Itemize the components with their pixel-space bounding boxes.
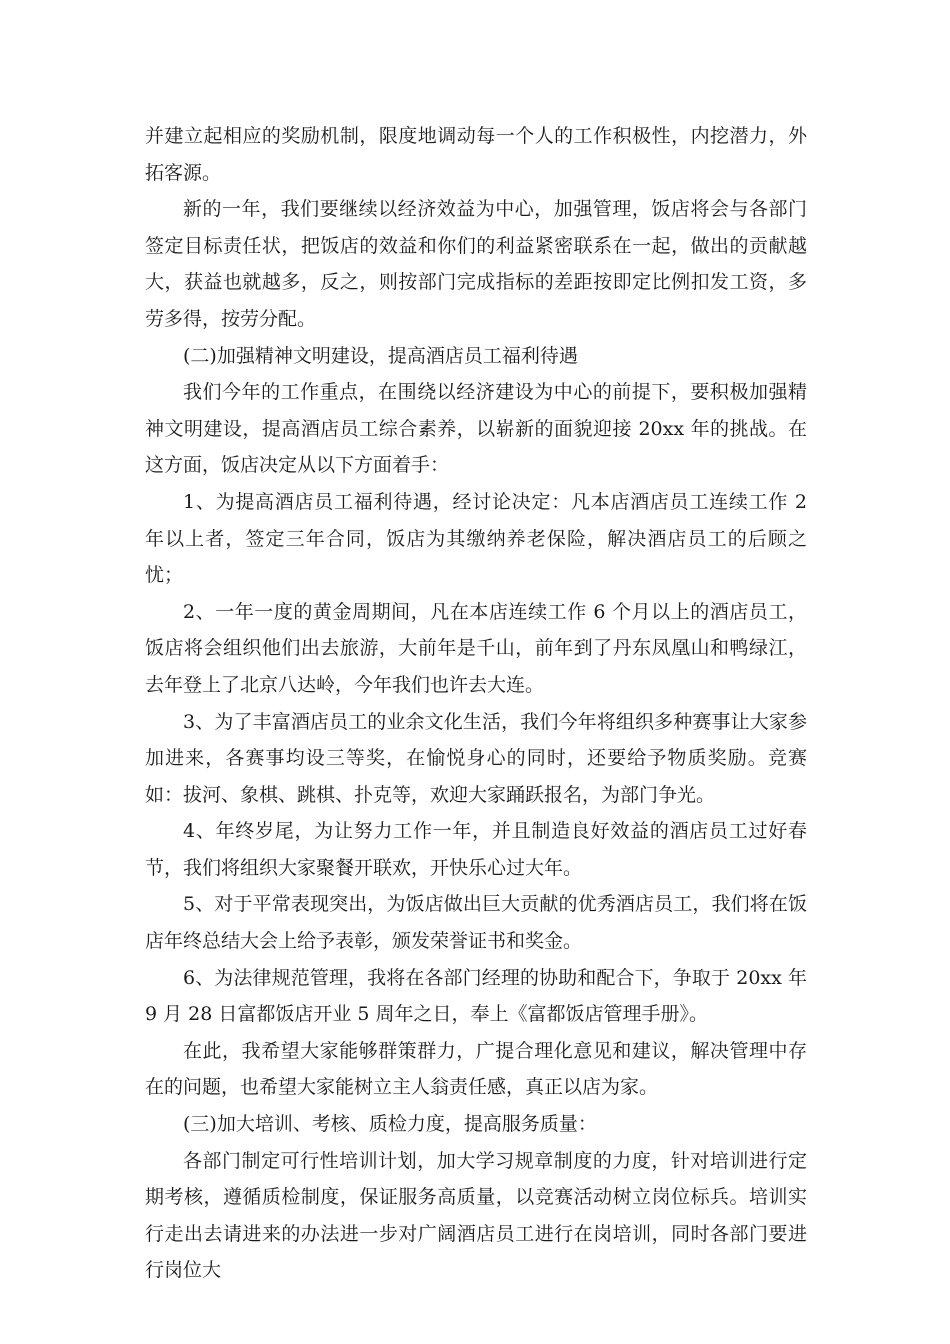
list-item: 4、年终岁尾，为让努力工作一年，并且制造良好效益的酒店员工过好春节，我们将组织大家聚餐开联欢，开快乐心过大年。 (145, 820, 807, 879)
list-item: 3、为了丰富酒店员工的业余文化生活，我们今年将组织多种赛事让大家参加进来，各赛事均设三等奖，在愉悦身心的同时，还要给予物质奖励。竞赛如：拔河、象棋、跳棋、扑克等，欢迎大家踊跃报名，为部门争光。 (145, 710, 807, 806)
document-page (145, 118, 807, 1289)
list-item: 5、对于平常表现突出，为饭店做出巨大贡献的优秀酒店员工，我们将在饭店年终总结大会上给予表彰，颁发荣誉证书和奖金。 (145, 893, 807, 953)
paragraph: 新的一年，我们要继续以经济效益为中心，加强管理，饭店将会与各部门签定目标责任状，把饭店的效益和你们的利益紧密联系在一起，做出的贡献越大，获益也就越多，反之，则按部门完成指标的差距按即定比例扣发工资，多劳多得，按劳分配。 (145, 198, 807, 330)
list-item: 6、为法律规范管理，我将在各部门经理的协助和配合下，争取于 20xx 年 9 月 28 日富都饭店开业 5 周年之日，奉上《富都饭店管理手册》。 (145, 966, 807, 1026)
paragraph: 我们今年的工作重点，在围绕以经济建设为中心的前提下，要积极加强精神文明建设，提高酒店员工综合素养，以崭新的面貌迎接 20xx 年的挑战。在这方面，饭店决定从以下方面着手： (145, 381, 807, 477)
paragraph: 各部门制定可行性培训计划，加大学习规章制度的力度，针对培训进行定期考核，遵循质检制度，保证服务高质量，以竞赛活动树立岗位标兵。培训实行走出去请进来的办法进一步对广阔酒店员工进行在岗培训，同时各部门要进行岗位大 (145, 1149, 807, 1282)
paragraph: 并建立起相应的奖励机制，限度地调动每一个人的工作积极性，内挖潜力，外拓客源。 (145, 125, 807, 184)
paragraph: 在此，我希望大家能够群策群力，广提合理化意见和建议，解决管理中存在的问题，也希望大家能树立主人翁责任感，真正以店为家。 (145, 1039, 807, 1099)
section-heading: (三)加大培训、考核、质检力度，提高服务质量： (183, 1113, 597, 1136)
list-item: 1、为提高酒店员工福利待遇，经讨论决定：凡本店酒店员工连续工作 2 年以上者，签定三年合同，饭店为其缴纳养老保险，解决酒店员工的后顾之忧； (145, 490, 807, 587)
list-item: 2、一年一度的黄金周期间，凡在本店连续工作 6 个月以上的酒店员工，饭店将会组织他们出去旅游，大前年是千山，前年到了丹东凤凰山和鸭绿江，去年登上了北京八达岭，今年我们也许去大连。 (145, 600, 807, 696)
section-heading: (二)加强精神文明建设，提高酒店员工福利待遇 (183, 344, 578, 367)
